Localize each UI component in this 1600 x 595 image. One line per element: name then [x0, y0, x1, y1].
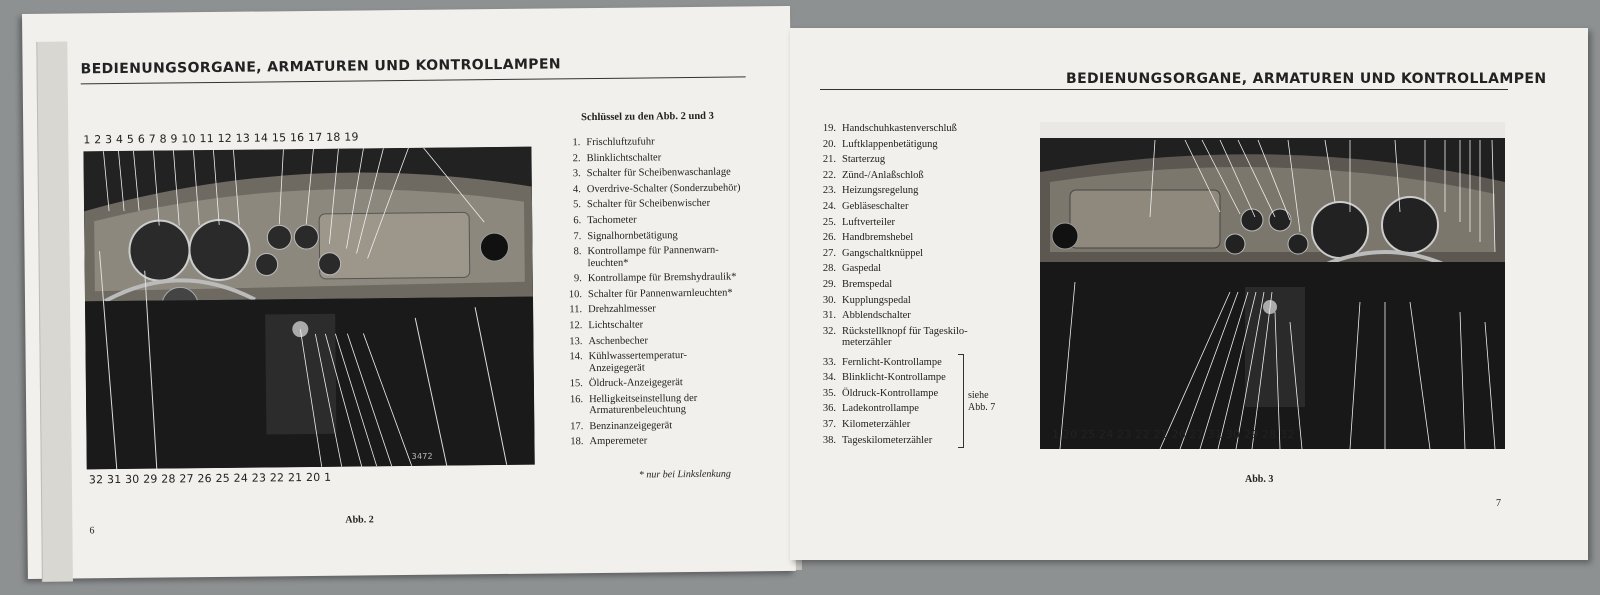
- key-label: Kühlwassertemperatur- Anzeigegerät: [588, 350, 688, 374]
- key-label: Öldruck-Anzeigegerät: [588, 377, 683, 390]
- photo-top-callouts-left: 1 2 3 4 5 6 7 8 9 10 11 12 13 14 15 16 17 18 19: [83, 130, 359, 147]
- key-label: Overdrive-Schalter (Sonderzubehör): [586, 182, 741, 195]
- key-item: [558, 332, 778, 350]
- key-label: Kontrollampe für Pannenwarn- leuchten*: [587, 244, 719, 269]
- key-number: 2.: [572, 152, 581, 164]
- key-number: 31.: [822, 310, 836, 322]
- key-item: [559, 392, 779, 417]
- header-rule-right: [820, 89, 1508, 90]
- dashboard-illustration-left: [83, 147, 534, 470]
- brace-bracket: [958, 354, 964, 448]
- key-label: Schalter für Pannenwarnleuchten*: [587, 287, 733, 300]
- key-number: 13.: [569, 335, 583, 347]
- key-number: 30.: [822, 294, 836, 306]
- key-label: Aschenbecher: [588, 334, 648, 347]
- key-number: 37.: [822, 419, 836, 430]
- key-label: Helligkeitseinstellung der Armaturenbeleuchtung: [589, 392, 698, 417]
- key-label: Kontrollampe für Bremshydraulik*: [587, 271, 737, 285]
- key-number: 18.: [570, 436, 584, 448]
- key-item: [559, 432, 779, 450]
- key-item: [812, 370, 1032, 386]
- key-number: 27.: [822, 247, 836, 259]
- page-header-left: BEDIENUNGSORGANE, ARMATUREN UND KONTROLLAMPEN: [80, 56, 562, 78]
- key-item: [812, 277, 1032, 293]
- key-list-left: [556, 133, 779, 450]
- key-label: Heizungsregelung: [842, 185, 919, 197]
- key-label: Lichtschalter: [588, 319, 644, 332]
- key-item: [812, 168, 1032, 184]
- key-item: [812, 152, 1032, 168]
- dashboard-illustration-right: [1040, 122, 1505, 449]
- key-number: 29.: [822, 278, 836, 290]
- key-label: Gaspedal: [842, 263, 882, 275]
- key-label: Tageskilometerzähler: [842, 434, 933, 446]
- key-number: 19.: [822, 123, 836, 134]
- key-item: [812, 293, 1032, 309]
- key-number: 36.: [822, 403, 836, 415]
- page-header-right: BEDIENUNGSORGANE, ARMATUREN UND KONTROLLAMPEN: [1066, 71, 1547, 87]
- photo-bottom-callouts-left: 32 31 30 29 28 27 26 25 24 23 22 21 20 1: [88, 470, 332, 487]
- key-label: Drehzahlmesser: [588, 303, 656, 316]
- key-number: 4.: [572, 183, 581, 196]
- key-number: 34.: [822, 372, 836, 384]
- key-number: 16.: [569, 393, 584, 406]
- key-item: [812, 433, 1032, 449]
- key-label: Rückstellknopf für Tageskilo- meterzähler: [842, 325, 968, 349]
- key-label: Tachometer: [587, 214, 637, 227]
- key-number: 10.: [568, 288, 583, 301]
- page-number-right: 7: [1496, 498, 1501, 509]
- key-number: 22.: [822, 169, 836, 181]
- key-number: 7.: [573, 230, 582, 242]
- key-label: Blinklichtschalter: [586, 151, 662, 164]
- key-item: [559, 349, 779, 374]
- figure-caption-left: Abb. 2: [345, 514, 374, 526]
- key-label: Schalter für Scheibenwaschanlage: [586, 166, 731, 180]
- key-number: 15.: [569, 378, 583, 390]
- key-item: [812, 261, 1032, 277]
- key-item: [812, 199, 1032, 215]
- key-label: Abblendschalter: [842, 310, 911, 322]
- figure-caption-right: Abb. 3: [1245, 474, 1274, 485]
- key-label: Handbremshebel: [842, 232, 914, 244]
- key-item: [812, 121, 1032, 137]
- key-number: 24.: [822, 200, 836, 212]
- key-number: 28.: [822, 263, 836, 275]
- key-label: Blinklicht-Kontrollampe: [842, 372, 946, 384]
- key-number: 33.: [822, 356, 836, 368]
- key-number: 25.: [822, 216, 836, 228]
- key-number: 17.: [570, 420, 584, 433]
- key-item: [812, 183, 1032, 199]
- key-label: Schalter für Scheibenwischer: [586, 198, 711, 211]
- header-rule-left: [81, 76, 746, 84]
- key-label: Starterzug: [842, 154, 886, 166]
- key-item: [812, 386, 1032, 402]
- key-label: Gebläseschalter: [842, 200, 909, 212]
- key-label: Amperemeter: [589, 435, 648, 448]
- key-title: Schlüssel zu den Abb. 2 und 3: [581, 110, 714, 124]
- key-label: Frischluftzufuhr: [586, 136, 655, 149]
- key-list-right: [812, 121, 1032, 448]
- key-number: 11.: [569, 304, 583, 316]
- key-item: [557, 227, 777, 245]
- key-number: 3.: [572, 168, 581, 180]
- key-item: [559, 374, 779, 392]
- key-item: [812, 137, 1032, 153]
- key-label: Kupplungspedal: [842, 294, 911, 306]
- key-label: Ladekontrollampe: [842, 403, 919, 415]
- key-item: [812, 417, 1032, 433]
- key-number: 32.: [822, 325, 836, 337]
- key-number: 21.: [822, 154, 836, 166]
- key-number: 35.: [822, 387, 836, 399]
- siehe-ref: Abb. 7: [968, 402, 996, 413]
- key-number: 9.: [573, 273, 582, 285]
- key-number: 8.: [573, 246, 582, 258]
- footnote: * nur bei Linkslenkung: [638, 468, 731, 481]
- right-page: [790, 28, 1588, 560]
- key-item: [812, 246, 1032, 262]
- photo-bottom-callouts-right: 1 20 25 24 23 22 21 26 27 31 30 29 28 32: [1052, 428, 1295, 441]
- key-number: 1.: [572, 137, 581, 149]
- key-number: 26.: [822, 232, 836, 244]
- key-item: [812, 401, 1032, 417]
- siehe-label: siehe: [968, 390, 989, 401]
- key-item: [812, 230, 1032, 246]
- key-label: Signalhornbetätigung: [587, 229, 678, 242]
- dashboard-photo-left: [83, 147, 534, 470]
- key-item: [557, 244, 777, 269]
- key-number: 20.: [822, 138, 836, 150]
- key-number: 6.: [573, 215, 582, 227]
- key-number: 23.: [822, 185, 836, 197]
- key-number: 12.: [569, 320, 583, 332]
- key-label: Handschuhkastenverschluß: [842, 123, 957, 134]
- key-item: [812, 310, 1032, 322]
- siehe-note: [968, 390, 995, 414]
- left-page: [22, 6, 796, 579]
- key-item: [812, 326, 1032, 349]
- dashboard-photo-right: [1040, 122, 1505, 449]
- key-item: [812, 355, 1032, 371]
- photo-code: 3472: [411, 451, 433, 461]
- key-label: Luftverteiler: [842, 216, 896, 228]
- page-number-left: 6: [89, 525, 95, 537]
- key-label: Benzinanzeigegerät: [589, 419, 673, 432]
- key-number: 38.: [822, 434, 836, 446]
- key-label: Kilometerzähler: [842, 419, 911, 430]
- key-label: Bremspedal: [842, 278, 893, 290]
- key-number: 5.: [573, 199, 582, 211]
- key-label: Zünd-/Anlaßschloß: [842, 169, 924, 181]
- page-stack-edge: [36, 42, 73, 582]
- key-item: [812, 215, 1032, 231]
- key-number: 14.: [569, 351, 583, 363]
- key-label: Gangschaltknüppel: [842, 247, 924, 259]
- key-label: Luftklappenbetätigung: [842, 138, 938, 150]
- key-label: Öldruck-Kontrollampe: [842, 387, 939, 399]
- key-label: Fernlicht-Kontrollampe: [842, 356, 942, 368]
